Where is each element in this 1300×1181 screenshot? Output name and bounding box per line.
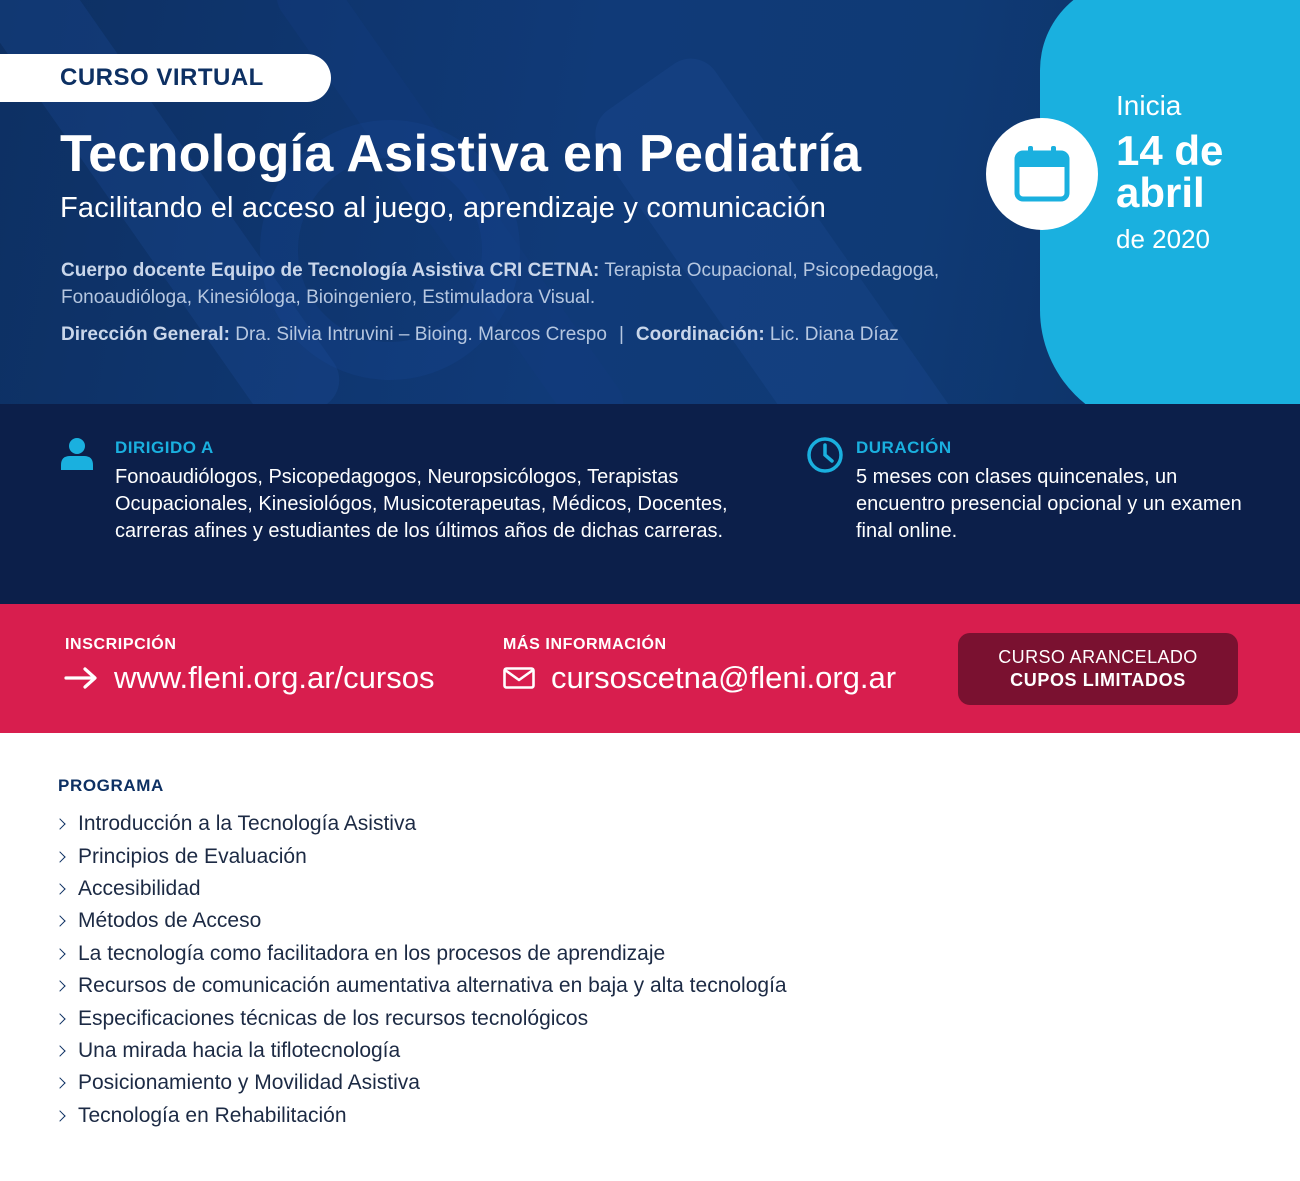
list-item bbox=[56, 938, 787, 970]
program-item-label: Métodos de Acceso bbox=[78, 909, 262, 933]
registration-link[interactable] bbox=[64, 660, 434, 696]
envelope-icon bbox=[503, 667, 535, 689]
direction-info bbox=[61, 324, 899, 346]
list-item bbox=[56, 808, 787, 840]
person-icon bbox=[60, 436, 94, 470]
registration-label: INSCRIPCIÓN bbox=[65, 636, 177, 653]
list-item bbox=[56, 1035, 787, 1067]
duration-section bbox=[806, 434, 1246, 545]
chevron-right-icon bbox=[54, 980, 65, 991]
program-item-label: Posicionamiento y Movilidad Asistiva bbox=[78, 1071, 420, 1095]
faculty-text: Terapista Ocupacional, Psicopedagoga, Fonoaudióloga, Kinesióloga, Bioingeniero, Estimuladora Visual. bbox=[61, 260, 940, 308]
decorative-stripe bbox=[584, 47, 997, 404]
contact-band bbox=[0, 604, 1300, 733]
page-subtitle: Facilitando el acceso al juego, aprendizaje y comunicación bbox=[60, 192, 827, 224]
audience-title: DIRIGIDO A bbox=[115, 438, 214, 457]
chevron-right-icon bbox=[54, 1045, 65, 1056]
chevron-right-icon bbox=[54, 1078, 65, 1089]
calendar-badge bbox=[986, 118, 1098, 230]
registration-url[interactable]: www.fleni.org.ar/cursos bbox=[114, 660, 435, 695]
faculty-label: Cuerpo docente Equipo de Tecnología Asistiva CRI CETNA: bbox=[61, 260, 600, 281]
start-date-day: 14 de bbox=[1116, 127, 1224, 174]
audience-section bbox=[60, 434, 760, 545]
coordination-text: Lic. Diana Díaz bbox=[764, 324, 899, 345]
chevron-right-icon bbox=[54, 916, 65, 927]
fee-badge-line1: CURSO ARANCELADO bbox=[998, 647, 1198, 667]
program-title: PROGRAMA bbox=[58, 776, 164, 795]
fee-badge-line2: CUPOS LIMITADOS bbox=[1010, 670, 1186, 690]
program-item-label: Tecnología en Rehabilitación bbox=[78, 1103, 347, 1127]
chevron-right-icon bbox=[54, 948, 65, 959]
email-address[interactable]: cursoscetna@fleni.org.ar bbox=[551, 660, 897, 695]
calendar-icon bbox=[1014, 145, 1070, 203]
duration-text: 5 meses con clases quincenales, un encuentro presencial opcional y un examen final online. bbox=[856, 466, 1242, 542]
chevron-right-icon bbox=[54, 819, 65, 830]
direction-label: Dirección General: bbox=[61, 324, 230, 345]
program-item-label: La tecnología como facilitadora en los procesos de aprendizaje bbox=[78, 941, 666, 965]
info-band bbox=[0, 404, 1300, 604]
chevron-right-icon bbox=[54, 1013, 65, 1024]
start-date-month: abril bbox=[1116, 169, 1205, 216]
direction-text: Dra. Silvia Intruvini – Bioing. Marcos Crespo bbox=[229, 324, 607, 345]
page-title: Tecnología Asistiva en Pediatría bbox=[60, 125, 862, 183]
list-item bbox=[56, 840, 787, 872]
fee-badge bbox=[958, 633, 1238, 705]
list-item bbox=[56, 970, 787, 1002]
faculty-info bbox=[61, 257, 961, 311]
program-item-label: Especificaciones técnicas de los recursos tecnológicos bbox=[78, 1006, 589, 1030]
list-item bbox=[56, 1002, 787, 1034]
program-item-label: Una mirada hacia la tiflotecnología bbox=[78, 1038, 401, 1062]
clock-icon bbox=[806, 436, 844, 474]
duration-title: DURACIÓN bbox=[856, 438, 952, 457]
email-link[interactable] bbox=[503, 660, 896, 696]
list-item bbox=[56, 905, 787, 937]
start-date-prefix: Inicia bbox=[1116, 90, 1182, 121]
chevron-right-icon bbox=[54, 883, 65, 894]
chevron-right-icon bbox=[54, 1110, 65, 1121]
more-info-label: MÁS INFORMACIÓN bbox=[503, 636, 667, 653]
program-item-label: Principios de Evaluación bbox=[78, 844, 307, 868]
program-item-label: Recursos de comunicación aumentativa alternativa en baja y alta tecnología bbox=[78, 974, 787, 998]
course-type-tag: CURSO VIRTUAL bbox=[0, 54, 331, 102]
coordination-label: Coordinación: bbox=[635, 324, 765, 345]
program-list bbox=[56, 808, 787, 1132]
chevron-right-icon bbox=[54, 851, 65, 862]
program-item-label: Introducción a la Tecnología Asistiva bbox=[78, 812, 417, 836]
audience-text: Fonoaudiólogos, Psicopedagogos, Neuropsicólogos, Terapistas Ocupacionales, Kinesiológos, Musicoterapeutas, Médicos, Docentes, carreras afines y estudiantes de los últimos años de dichas carreras. bbox=[115, 466, 728, 542]
program-item-label: Accesibilidad bbox=[78, 876, 201, 900]
separator: | bbox=[618, 324, 624, 345]
list-item bbox=[56, 873, 787, 905]
start-date-year: de 2020 bbox=[1116, 224, 1210, 254]
list-item bbox=[56, 1067, 787, 1099]
list-item bbox=[56, 1100, 787, 1132]
start-date bbox=[1116, 90, 1223, 255]
arrow-right-icon bbox=[64, 667, 98, 689]
